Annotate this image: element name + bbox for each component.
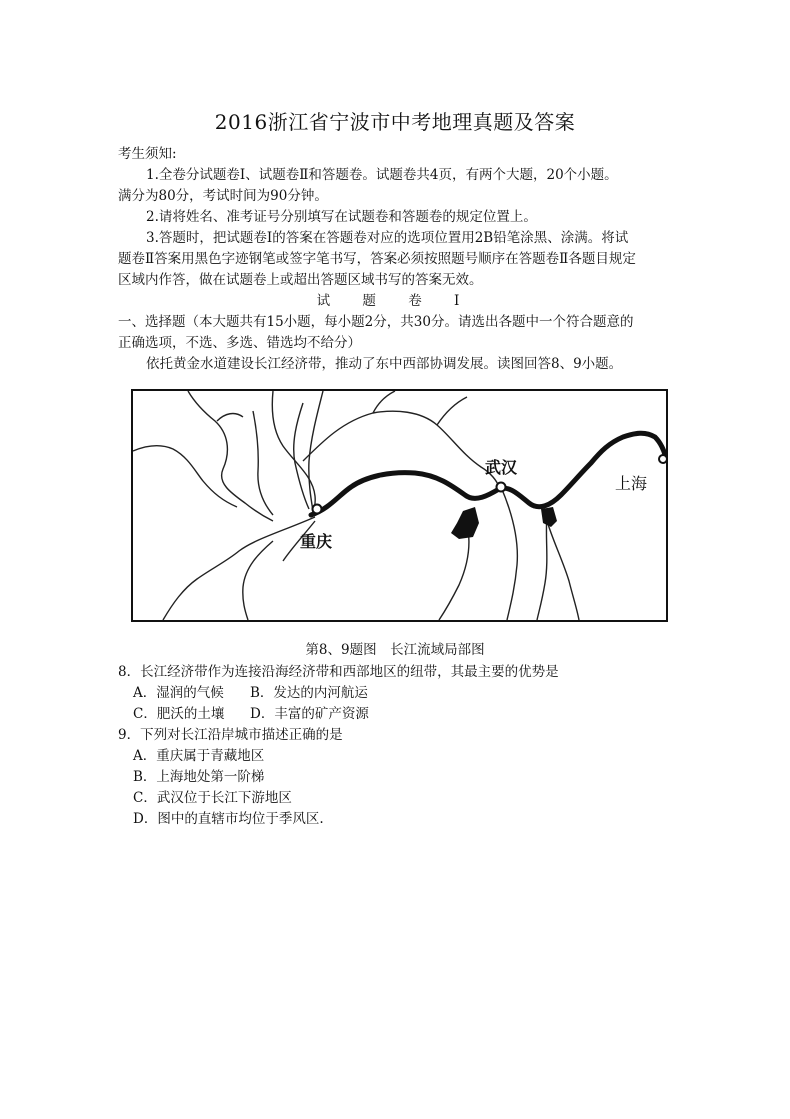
q9-stem: 9．下列对长江沿岸城市描述正确的是 [118, 727, 343, 743]
lake-dongting [451, 507, 479, 539]
q9-option-b: B．上海地处第一阶梯 [133, 769, 265, 785]
notice-item-1-line-1: 1.全卷分试题卷Ⅰ、试题卷Ⅱ和答题卷。试题卷共4页，有两个大题，20个小题。 [146, 167, 618, 183]
question-intro: 依托黄金水道建设长江经济带，推动了东中西部协调发展。读图回答8、9小题。 [146, 356, 623, 372]
notice-item-3-line-1: 3.答题时，把试题卷Ⅰ的答案在答题卷对应的选项位置用2B铅笔涂黑、涂满。将试 [146, 230, 629, 246]
tributaries [133, 391, 579, 620]
notice-heading: 考生须知: [118, 146, 177, 162]
q8-option-c: C．肥沃的土壤 [133, 706, 225, 722]
wuhan-marker [497, 483, 506, 492]
part1-instructions-line-1: 一、选择题（本大题共有15小题，每小题2分，共30分。请选出各题中一个符合题意的 [118, 314, 634, 330]
q8-option-b: B．发达的内河航运 [250, 685, 368, 701]
part1-instructions-line-2: 正确选项，不选、多选、错选均不给分） [118, 335, 361, 351]
notice-item-1-line-2: 满分为80分，考试时间为90分钟。 [118, 188, 328, 204]
yangtze-basin-map [131, 389, 668, 622]
shanghai-marker [659, 455, 666, 463]
label-wuhan: 武汉 [485, 458, 518, 477]
q9-option-d: D．图中的直辖市均位于季风区. [133, 811, 324, 827]
label-chongqing: 重庆 [300, 532, 333, 551]
lake-poyang [541, 507, 557, 527]
label-shanghai: 上海 [615, 474, 648, 493]
map-drawing [133, 391, 666, 620]
section-title: 试 题 卷 Ⅰ [316, 293, 474, 309]
q8-option-d: D．丰富的矿产资源 [250, 706, 369, 722]
q9-option-a: A．重庆属于青藏地区 [133, 748, 265, 764]
q8-stem: 8．长江经济带作为连接沿海经济带和西部地区的纽带，其最主要的优势是 [118, 664, 559, 680]
page-title: 2016浙江省宁波市中考地理真题及答案 [214, 110, 576, 134]
notice-item-2: 2.请将姓名、准考证号分别填写在试题卷和答题卷的规定位置上。 [146, 209, 537, 225]
notice-item-3-line-3: 区域内作答，做在试题卷上或超出答题区域书写的答案无效。 [118, 272, 483, 288]
q9-option-c: C．武汉位于长江下游地区 [133, 790, 292, 806]
notice-item-3-line-2: 题卷Ⅱ答案用黑色字迹钢笔或签字笔书写，答案必须按照题号顺序在答题卷Ⅱ各题目规定 [118, 251, 636, 267]
q8-option-a: A．湿润的气候 [133, 685, 224, 701]
chongqing-marker [313, 505, 322, 514]
map-caption: 第8、9题图 长江流域局部图 [305, 642, 485, 658]
